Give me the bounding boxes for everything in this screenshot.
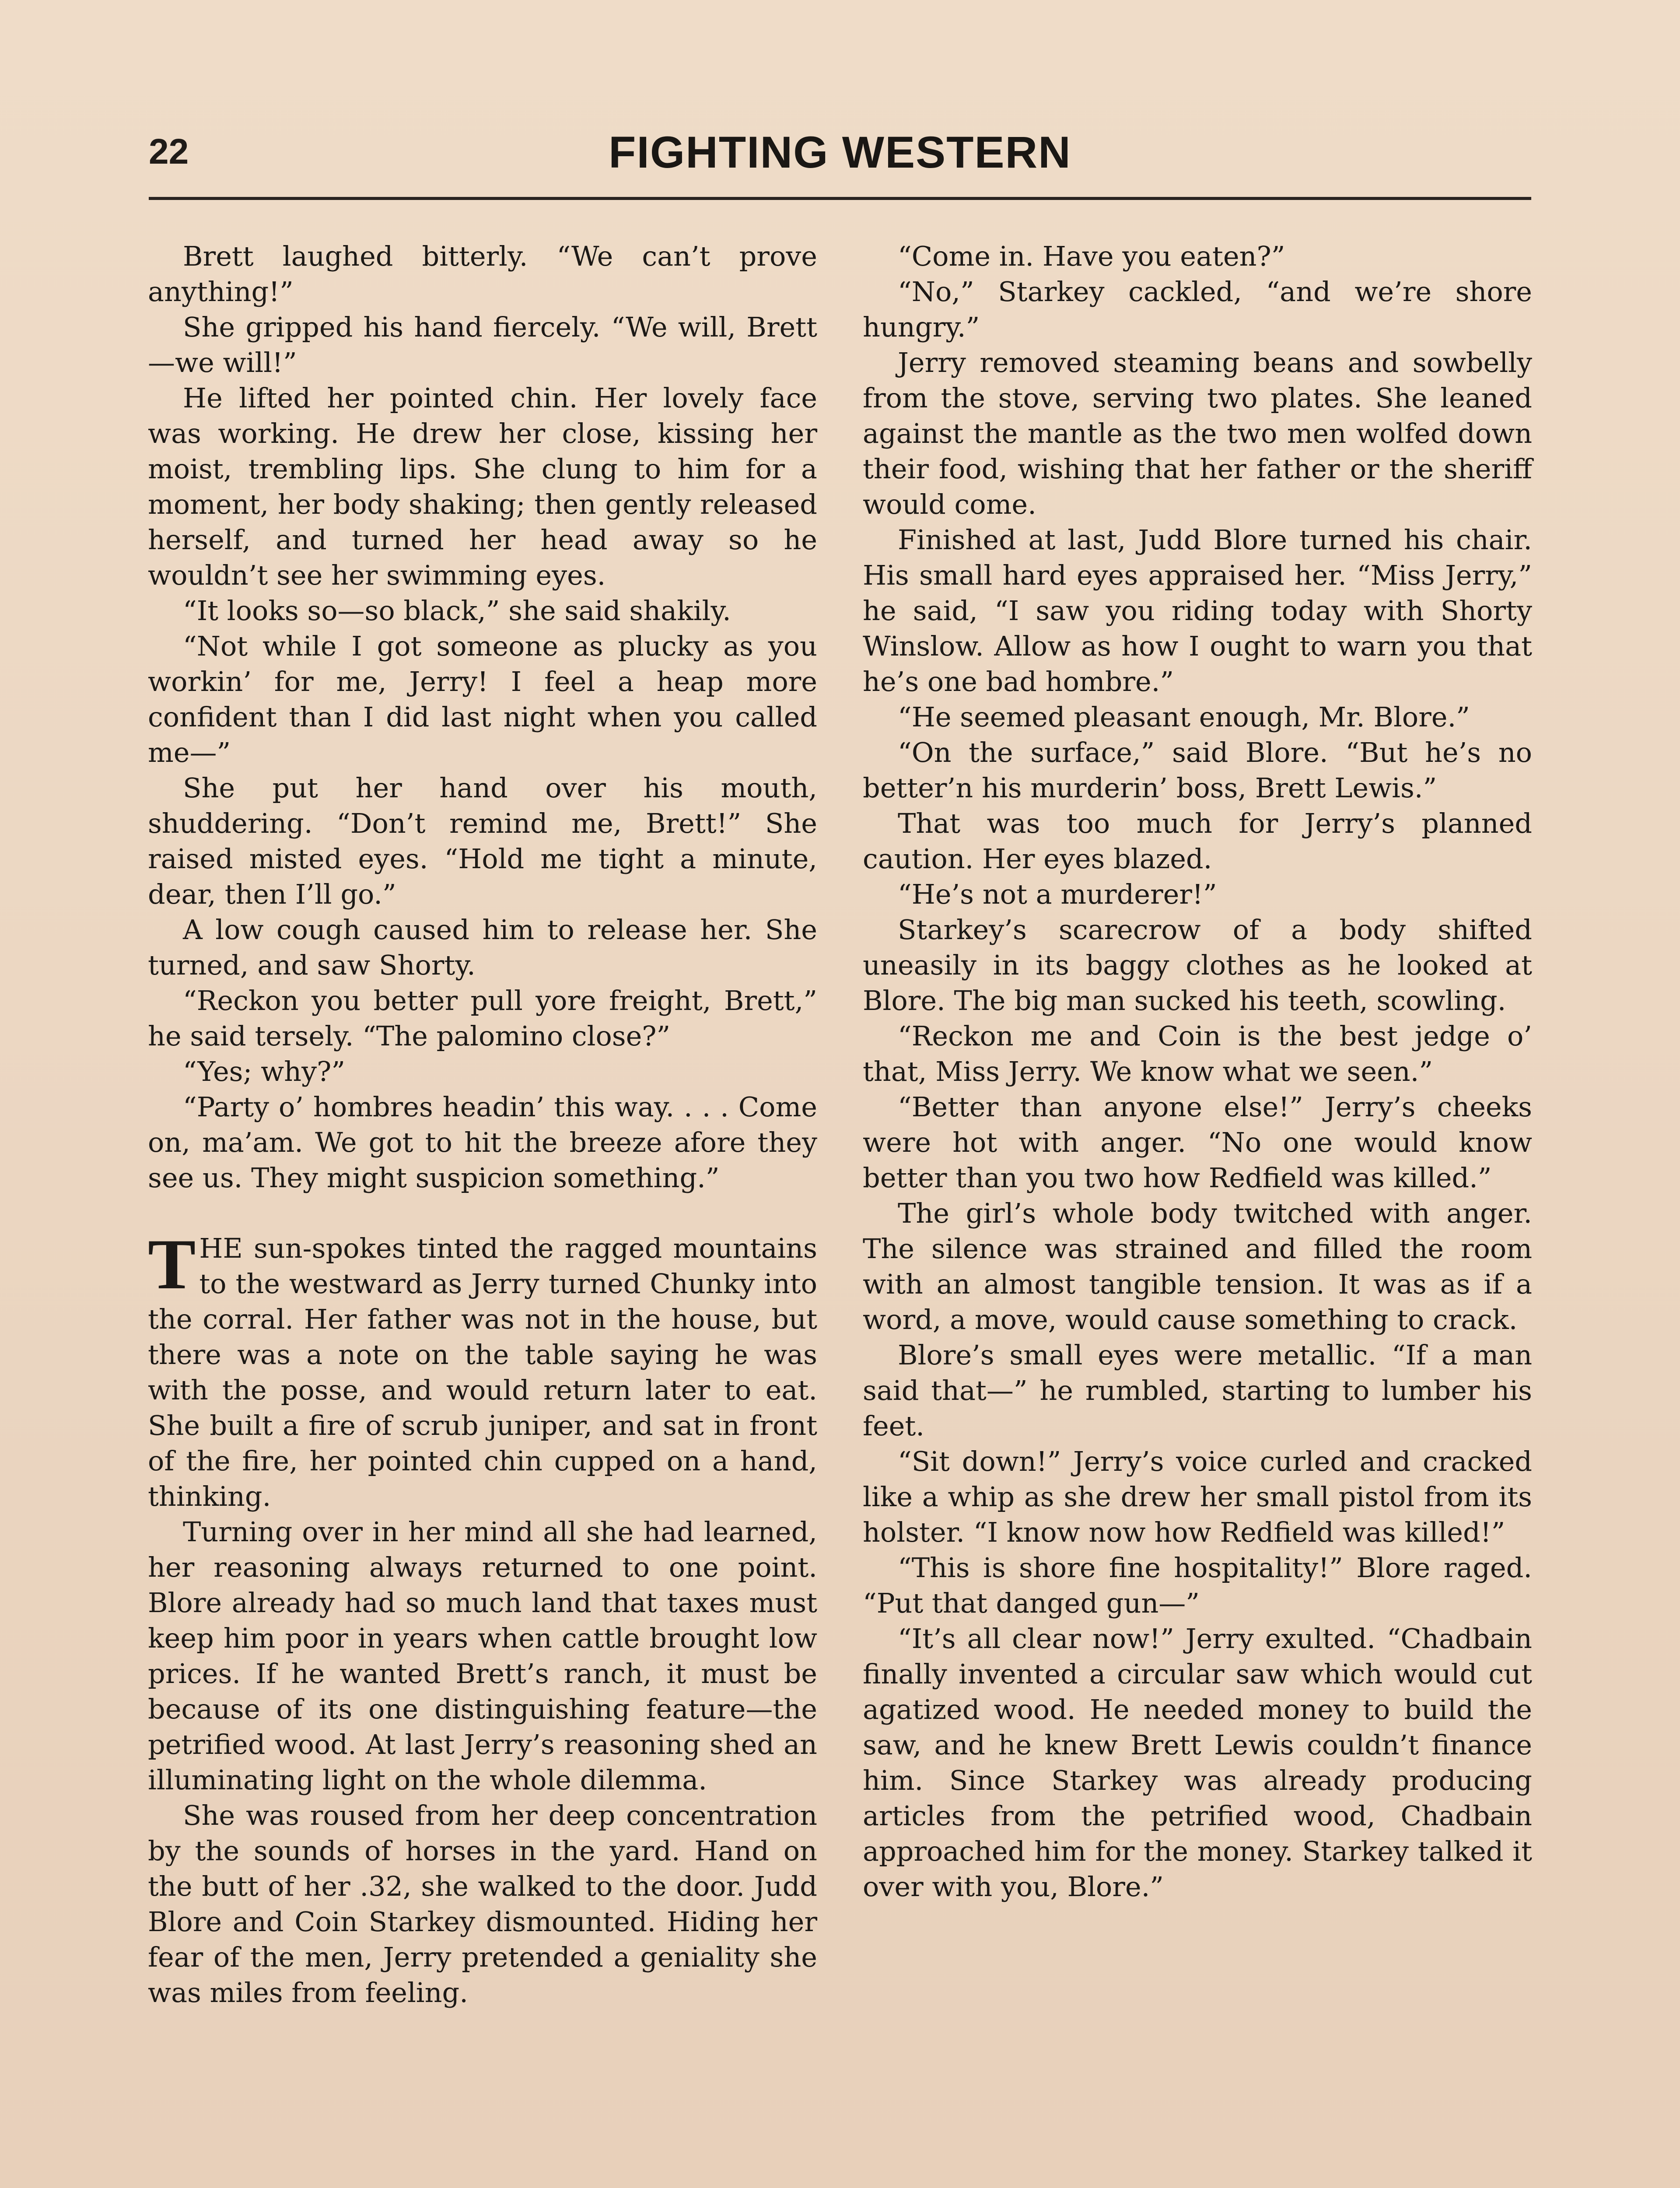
paragraph: She put her hand over his mouth, shuddering. “Don’t remind me, Brett!” She raised misted eyes. “Hold me tight a minute, dear, then I’ll go.” <box>148 772 817 910</box>
paragraph: “Better than anyone else!” Jerry’s cheeks were hot with anger. “No one would know better than you two how Redfield was killed.” <box>863 1091 1532 1194</box>
paragraph: “No,” Starkey cackled, “and we’re shore hungry.” <box>863 276 1532 343</box>
paragraph: He lifted her pointed chin. Her lovely face was working. He drew her close, kissing her moist, trembling lips. She clung to him for a moment, her body shaking; then gently released herself, and turned her head away so he wouldn’t see her swimming eyes. <box>148 382 817 591</box>
paragraph: “Come in. Have you eaten?” <box>898 240 1285 272</box>
paragraph: Starkey’s scarecrow of a body shifted uneasily in its baggy clothes as he looked at Blore. The big man sucked his teeth, scowling. <box>863 914 1532 1017</box>
page-number: 22 <box>149 132 189 172</box>
paragraph: Jerry removed steaming beans and sowbelly from the stove, serving two plates. She leaned against the mantle as the two men wolfed down their food, wishing that her father or the sheriff would come. <box>863 347 1532 520</box>
section-opening-paragraph <box>148 1225 817 1514</box>
paragraph: Finished at last, Judd Blore turned his chair. His small hard eyes appraised her. “Miss Jerry,” he said, “I saw you riding today with Shorty Winslow. Allow as how I ought to warn you that he’s one bad hombre.” <box>863 524 1532 698</box>
paragraph: She was roused from her deep concentration by the sounds of horses in the yard. Hand on the butt of her .32, she walked to the door. Judd Blore and Coin Starkey dismounted. Hiding her fear of the men, Jerry pretended a geniality she was miles from feeling. <box>148 1799 817 2009</box>
paragraph: “Reckon you better pull yore freight, Brett,” he said tersely. “The palomino close?” <box>148 985 817 1052</box>
section-break <box>148 1196 817 1231</box>
paragraph: That was too much for Jerry’s planned caution. Her eyes blazed. <box>863 807 1532 875</box>
paragraph: “It’s all clear now!” Jerry exulted. “Chadbain finally invented a circular saw which would cut agatized wood. He needed money to build the saw, and he knew Brett Lewis couldn’t finance him. Since Starkey was already producing articles from the petrified wood, Chadbain approached him for the money. Starkey talked it over with you, Blore.” <box>863 1623 1532 1903</box>
right-column <box>863 238 1532 2188</box>
paragraph: “On the surface,” said Blore. “But he’s no better’n his murderin’ boss, Brett Lewis.” <box>863 736 1532 804</box>
paragraph: Blore’s small eyes were metallic. “If a man said that—” he rumbled, starting to lumber his feet. <box>863 1339 1532 1442</box>
paragraph: “It looks so—so black,” she said shakily. <box>183 595 731 627</box>
drop-cap: T <box>148 1225 196 1304</box>
paragraph: “This is shore fine hospitality!” Blore raged. “Put that danged gun—” <box>863 1552 1532 1619</box>
paragraph: “Not while I got someone as plucky as you workin’ for me, Jerry! I feel a heap more confident than I did last night when you called me—” <box>148 630 817 768</box>
paragraph: Turning over in her mind all she had learned, her reasoning always returned to one point. Blore already had so much land that taxes must keep him poor in years when cattle brought low prices. If he wanted Brett’s ranch, it must be because of its one distinguishing feature—the petrified wood. At last Jerry’s reasoning shed an illuminating light on the whole dilemma. <box>148 1516 817 1796</box>
paragraph: A low cough caused him to release her. She turned, and saw Shorty. <box>148 914 817 981</box>
paragraph: The girl’s whole body twitched with anger. The silence was strained and filled the room with an almost tangible tension. It was as if a word, a move, would cause something to crack. <box>863 1197 1532 1336</box>
paragraph: She gripped his hand fiercely. “We will, Brett—we will!” <box>148 311 817 379</box>
paragraph: “Yes; why?” <box>183 1055 346 1087</box>
story-columns <box>148 238 1532 2188</box>
section-opening-text: HE sun-spokes tinted the ragged mountains to the westward as Jerry turned Chunky into the corral. Her father was not in the house, but there was a note on the table saying he was with the posse, and would return later to eat. She built a fire of scrub juniper, and sat in front of the fire, her pointed chin cupped on a hand, thinking. <box>148 1232 817 1512</box>
left-column <box>148 238 817 2188</box>
magazine-title: FIGHTING WESTERN <box>609 127 1071 177</box>
paragraph: “Reckon me and Coin is the best jedge o’ that, Miss Jerry. We know what we seen.” <box>863 1020 1532 1087</box>
page-header <box>149 123 1531 197</box>
paragraph: Brett laughed bitterly. “We can’t prove anything!” <box>148 240 817 308</box>
paragraph: “Party o’ hombres headin’ this way. . . . Come on, ma’am. We got to hit the breeze afore they see us. They might suspicion something.” <box>148 1091 817 1194</box>
header-rule <box>149 197 1531 200</box>
paragraph: “He’s not a murderer!” <box>898 878 1217 910</box>
paragraph: “Sit down!” Jerry’s voice curled and cracked like a whip as she drew her small pistol from its holster. “I know now how Redfield was killed!” <box>863 1445 1532 1548</box>
paragraph: “He seemed pleasant enough, Mr. Blore.” <box>898 701 1470 733</box>
